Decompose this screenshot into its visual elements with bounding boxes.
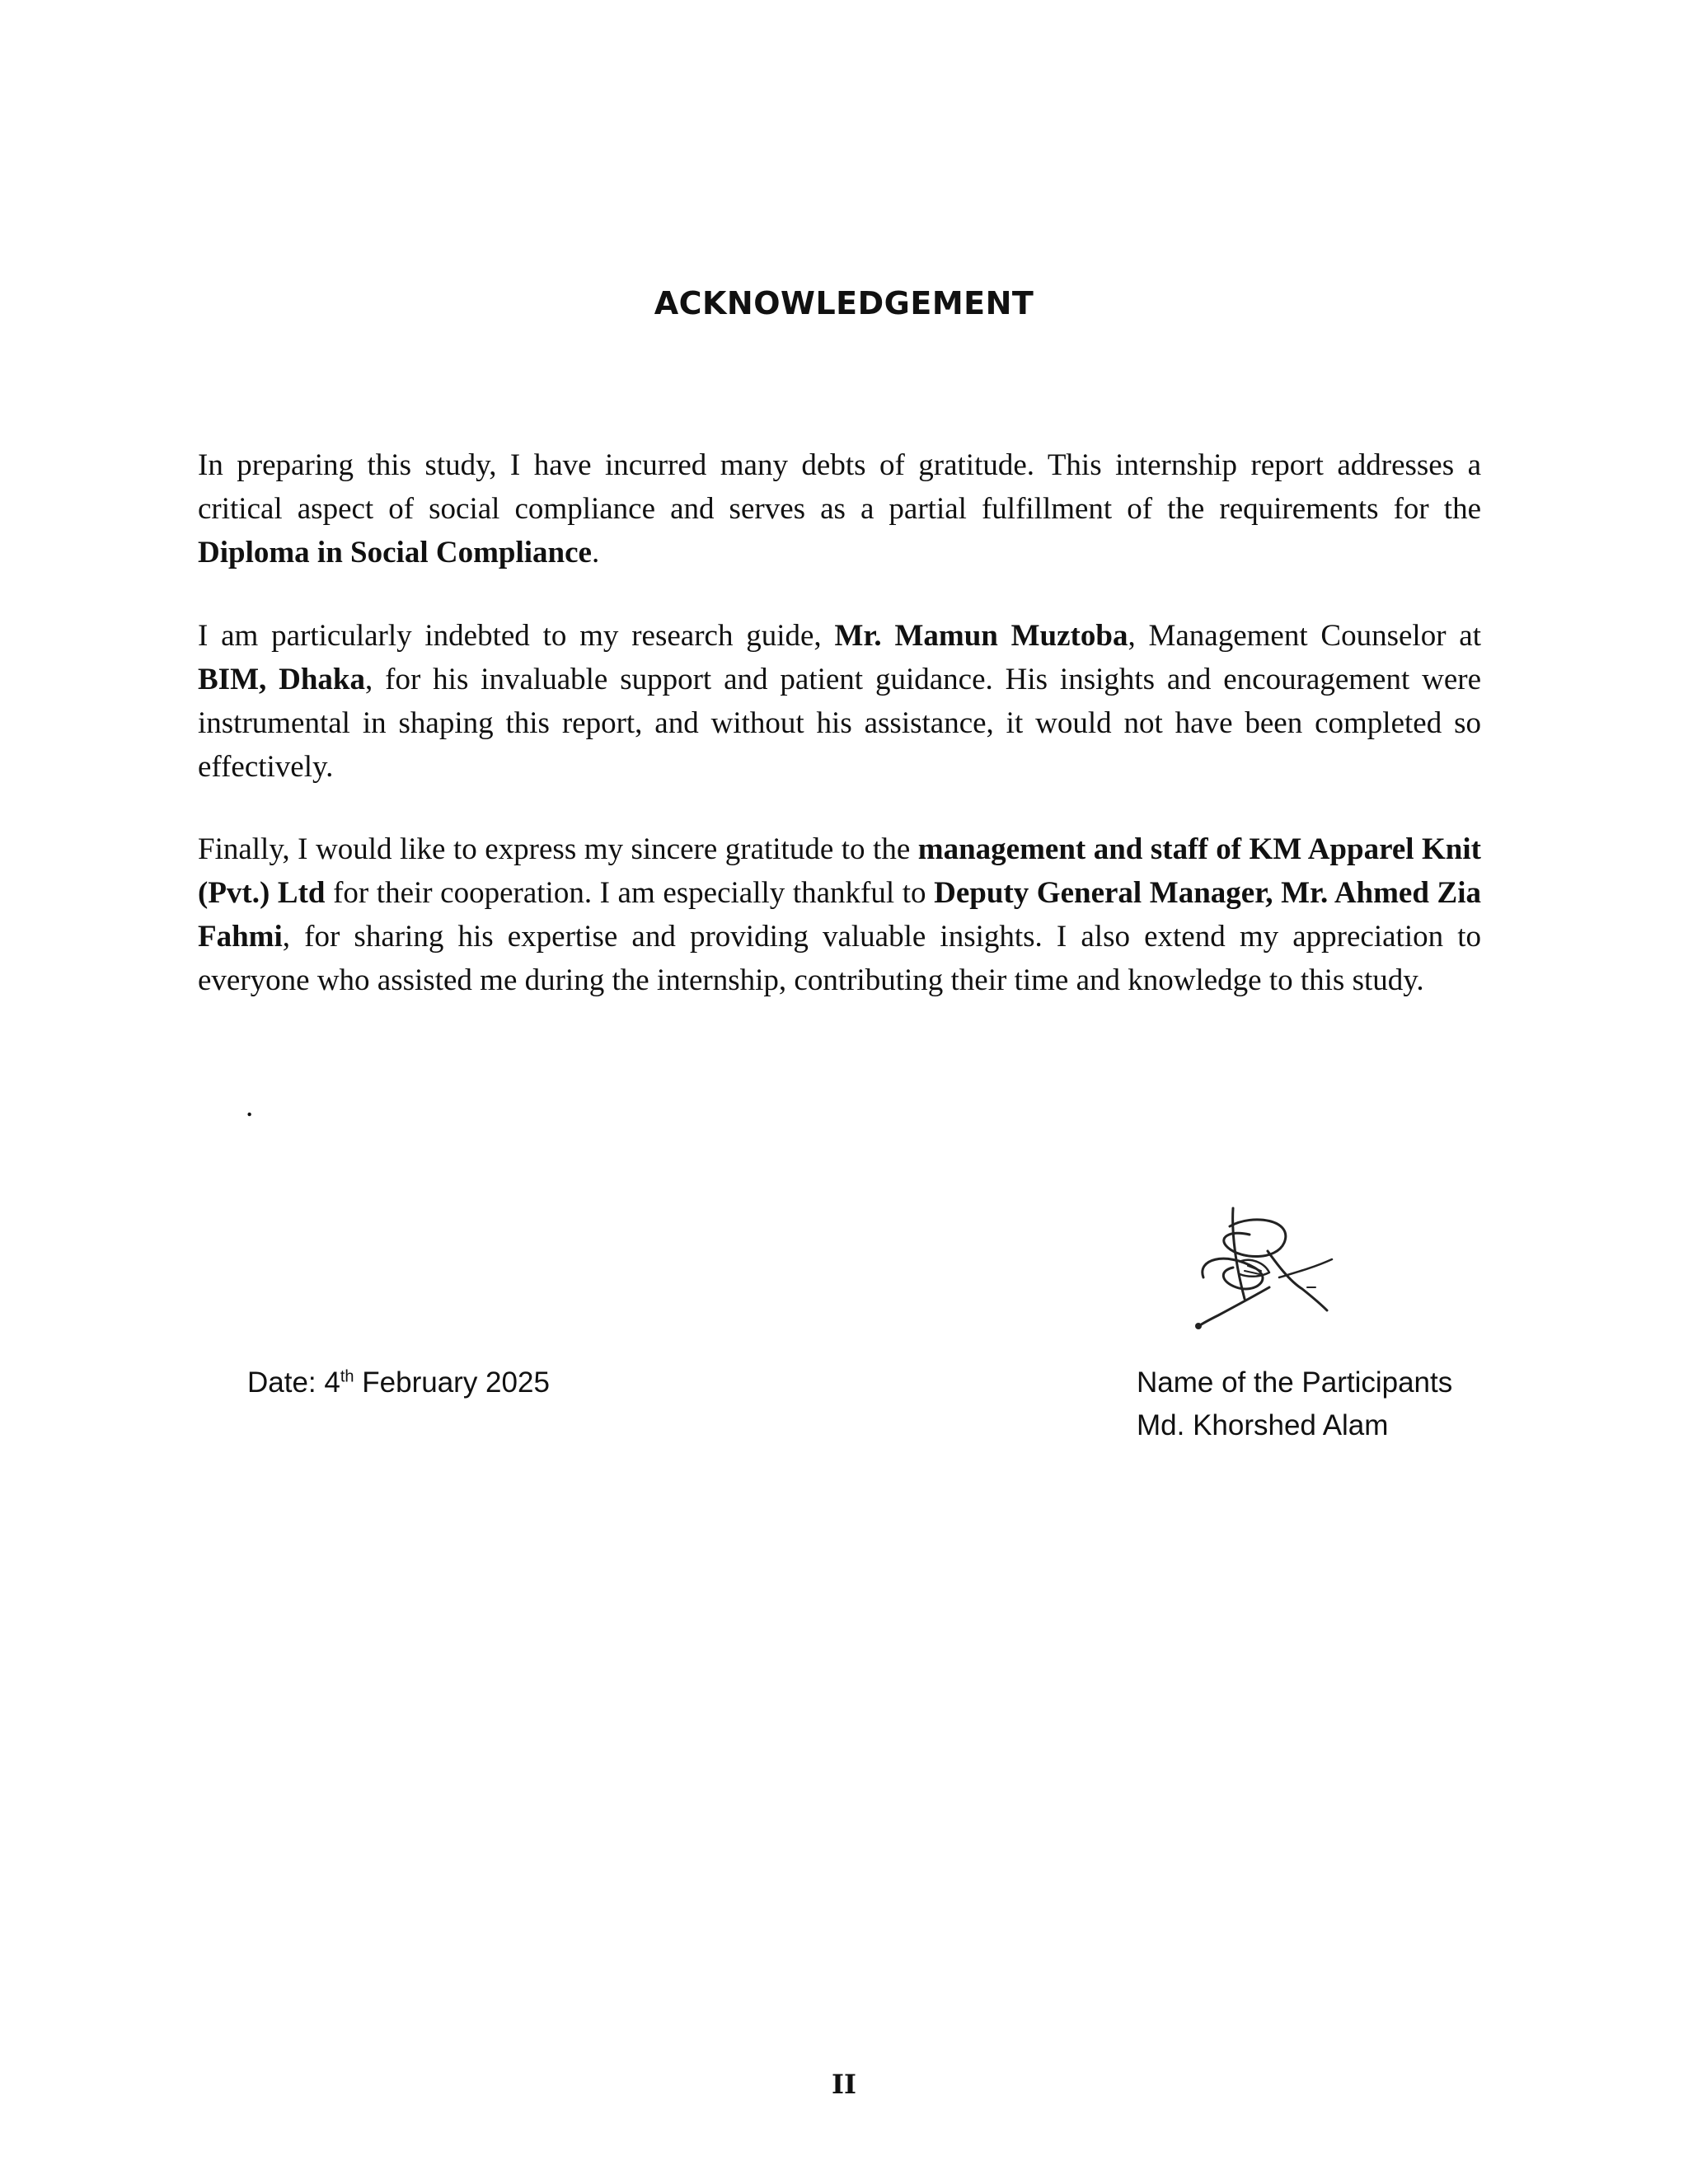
bold-diploma-name: Diploma in Social Compliance: [198, 536, 592, 569]
participant-name: Md. Khorshed Alam: [1137, 1409, 1389, 1441]
date-prefix: Date: 4: [247, 1366, 340, 1399]
bold-institution: BIM, Dhaka: [198, 663, 366, 696]
date-rest: February 2025: [354, 1366, 550, 1399]
paragraph-text: for their cooperation. I am especially thankful to: [325, 876, 935, 910]
bold-guide-name: Mr. Mamun Muztoba: [834, 619, 1128, 653]
participant-label: Name of the Participants: [1137, 1366, 1453, 1399]
paragraph-text: Finally, I would like to express my sincere gratitude to the: [198, 832, 918, 866]
paragraph-text: In preparing this study, I have incurred many debts of gratitude. This internship report addresses a critical aspect of social compliance and serves as a partial fulfillment of the requirements for the: [198, 448, 1481, 526]
bold-company-name: management and staff of KM Apparel Knit (Pvt.) Ltd: [198, 832, 1481, 910]
page-title: ACKNOWLEDGEMENT: [654, 285, 1034, 321]
paragraph-text: .: [591, 536, 600, 569]
signature-image: [1179, 1202, 1360, 1342]
date-line: [247, 1361, 550, 1404]
paragraph-guide: [198, 614, 1481, 789]
paragraph-intro: [198, 443, 1481, 574]
paragraph-text: , for his invaluable support and patient guidance. His insights and encouragement were instrumental in shaping this report, and without his assistance, it would not have been completed so effectively.: [198, 663, 1481, 784]
paragraph-thanks: [198, 827, 1481, 1002]
paragraph-text: , Management Counselor at: [1128, 619, 1482, 653]
date-ordinal-suffix: th: [340, 1367, 354, 1386]
paragraph-text: , for sharing his expertise and providing valuable insights. I also extend my appreciation to everyone who assisted me during the internship, contributing their time and knowledge to this study.: [198, 920, 1481, 997]
page-number: II: [832, 2069, 856, 2100]
paragraph-text: I am particularly indebted to my research guide,: [198, 619, 835, 653]
stray-period: .: [246, 1090, 254, 1123]
bold-manager-name: Deputy General Manager, Mr. Ahmed Zia Fahmi: [198, 876, 1481, 954]
participant-block: [1137, 1361, 1452, 1447]
